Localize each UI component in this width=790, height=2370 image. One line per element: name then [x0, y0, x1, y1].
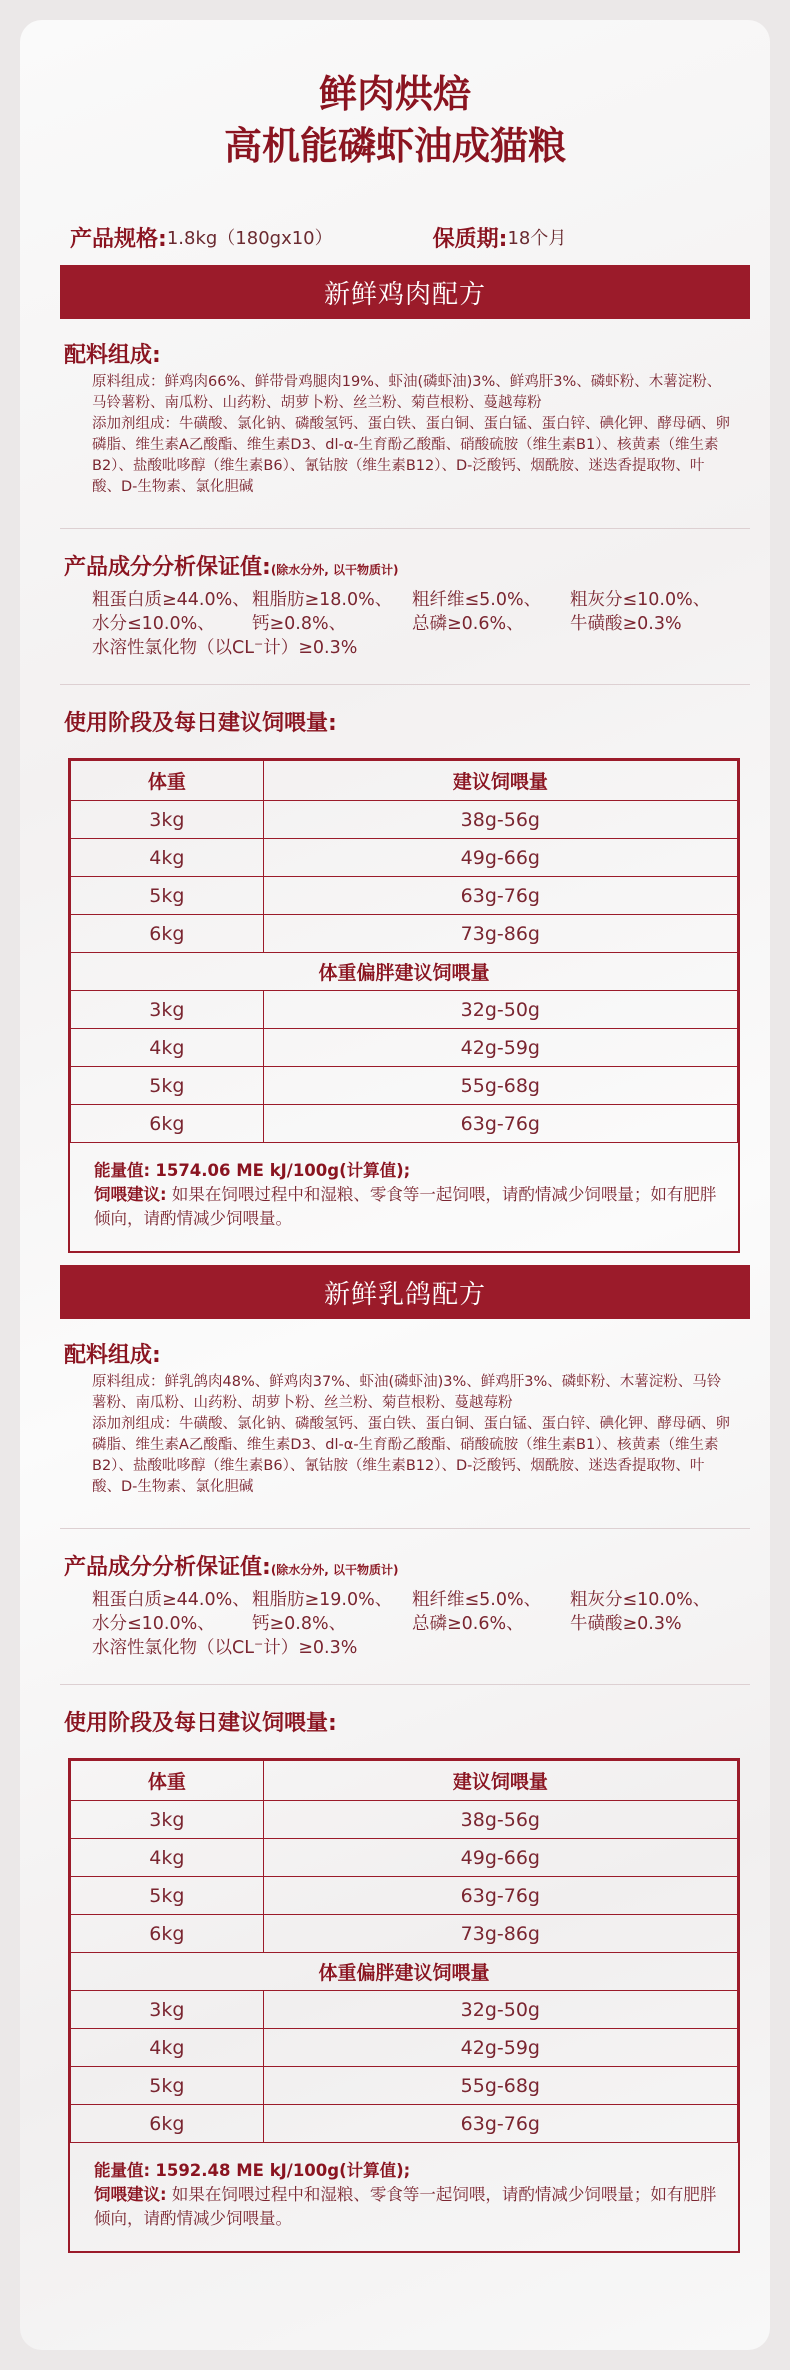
weight-cell: 5kg	[71, 1067, 264, 1105]
table-subheader-row	[71, 1953, 738, 1991]
analysis-value: 总磷≥0.6%、	[412, 614, 524, 634]
raw-ingredients: 原料组成：鲜鸡肉66%、鲜带骨鸡腿肉19%、虾油(磷虾油)3%、鲜鸡肝3%、磷虾粉、木薯淀粉、马铃薯粉、南瓜粉、山药粉、胡萝卜粉、丝兰粉、菊苣根粉、蔓越莓粉	[92, 374, 722, 411]
analysis-heading-text: 产品成分分析保证值:	[64, 555, 271, 580]
divider	[60, 1528, 750, 1529]
weight-cell: 4kg	[71, 1839, 264, 1877]
table-row	[71, 1991, 738, 2029]
table-row	[71, 1877, 738, 1915]
advice-text: 如果在饲喂过程中和湿粮、零食等一起饲喂，请酌情减少饲喂量；如有肥胖倾向，请酌情减少饲喂量。	[94, 2185, 717, 2228]
analysis-value: 粗纤维≤5.0%、	[412, 590, 542, 610]
size-label: 产品规格:	[70, 226, 167, 252]
feeding-table	[70, 1760, 738, 2143]
table-row	[71, 991, 738, 1029]
weight-cell: 4kg	[71, 839, 264, 877]
amount-cell: 38g-56g	[263, 801, 737, 839]
analysis-value: 钙≥0.8%、	[252, 1614, 347, 1634]
table-row	[71, 1839, 738, 1877]
weight-cell: 3kg	[71, 801, 264, 839]
weight-cell: 3kg	[71, 1991, 264, 2029]
table-row	[71, 2105, 738, 2143]
table-row	[71, 1067, 738, 1105]
analysis-value: 牛磺酸≥0.3%	[570, 1614, 682, 1634]
analysis-value: 总磷≥0.6%、	[412, 1614, 524, 1634]
analysis-value: 水溶性氯化物（以CL⁻计）≥0.3%	[92, 1638, 358, 1658]
header-amount: 建议饲喂量	[263, 1761, 737, 1801]
product-card	[20, 20, 770, 2350]
divider	[60, 684, 750, 685]
amount-cell: 49g-66g	[263, 1839, 737, 1877]
divider	[60, 1684, 750, 1685]
analysis-value: 粗灰分≤10.0%、	[570, 1590, 711, 1610]
formula-band-pigeon: 新鲜乳鸽配方	[60, 1265, 750, 1319]
analysis-heading	[64, 550, 399, 581]
analysis-values	[92, 1588, 752, 1660]
table-row	[71, 1029, 738, 1067]
amount-cell: 55g-68g	[263, 1067, 737, 1105]
header-weight: 体重	[71, 1761, 264, 1801]
analysis-value: 水分≤10.0%、	[92, 614, 215, 634]
table-row	[71, 877, 738, 915]
divider	[60, 528, 750, 529]
weight-cell: 4kg	[71, 2029, 264, 2067]
analysis-heading	[64, 1550, 399, 1581]
shelf-life-label: 保质期:	[432, 226, 508, 252]
amount-cell: 42g-59g	[263, 2029, 737, 2067]
energy-label: 能量值:	[94, 1161, 151, 1180]
amount-cell: 32g-50g	[263, 1991, 737, 2029]
analysis-note: (除水分外, 以干物质计)	[270, 1563, 399, 1577]
table-header-row	[71, 761, 738, 801]
analysis-value: 粗脂肪≥18.0%、	[252, 590, 393, 610]
weight-cell: 5kg	[71, 877, 264, 915]
analysis-value: 钙≥0.8%、	[252, 614, 347, 634]
feeding-table	[70, 760, 738, 1143]
feeding-note	[70, 1143, 738, 1251]
weight-cell: 3kg	[71, 1801, 264, 1839]
amount-cell: 38g-56g	[263, 1801, 737, 1839]
analysis-value: 粗灰分≤10.0%、	[570, 590, 711, 610]
ingredients-text	[92, 372, 732, 498]
raw-ingredients: 原料组成：鲜乳鸽肉48%、鲜鸡肉37%、虾油(磷虾油)3%、鲜鸡肝3%、磷虾粉、木薯淀粉、马铃薯粉、南瓜粉、山药粉、胡萝卜粉、丝兰粉、菊苣根粉、蔓越莓粉	[92, 1374, 722, 1411]
feeding-note	[70, 2143, 738, 2251]
ingredients-heading: 配料组成:	[64, 343, 161, 368]
analysis-value: 粗蛋白质≥44.0%、	[92, 1590, 250, 1610]
analysis-value: 水溶性氯化物（以CL⁻计）≥0.3%	[92, 638, 358, 658]
title-line-2: 高机能磷虾油成猫粮	[223, 124, 566, 168]
ingredients-text	[92, 1372, 732, 1498]
weight-cell: 6kg	[71, 1105, 264, 1143]
overweight-heading: 体重偏胖建议饲喂量	[71, 953, 738, 991]
table-row	[71, 1105, 738, 1143]
amount-cell: 32g-50g	[263, 991, 737, 1029]
table-row	[71, 2029, 738, 2067]
feeding-heading: 使用阶段及每日建议饲喂量:	[64, 711, 337, 736]
feeding-heading: 使用阶段及每日建议饲喂量:	[64, 1711, 337, 1736]
formula-band-chicken: 新鲜鸡肉配方	[60, 265, 750, 319]
ingredients-heading: 配料组成:	[64, 1343, 161, 1368]
amount-cell: 55g-68g	[263, 2067, 737, 2105]
header-amount: 建议饲喂量	[263, 761, 737, 801]
analysis-value: 牛磺酸≥0.3%	[570, 614, 682, 634]
weight-cell: 3kg	[71, 991, 264, 1029]
analysis-value: 水分≤10.0%、	[92, 1614, 215, 1634]
table-row	[71, 915, 738, 953]
energy-value: 1592.48 ME kJ/100g(计算值);	[155, 2161, 411, 2180]
spec-row	[70, 220, 730, 254]
weight-cell: 5kg	[71, 2067, 264, 2105]
additives: 添加剂组成：牛磺酸、氯化钠、磷酸氢钙、蛋白铁、蛋白铜、蛋白锰、蛋白锌、碘化钾、酵母硒、卵磷脂、维生素A乙酸酯、维生素D3、dl-α-生育酚乙酸酯、硝酸硫胺（维生素B1）、核黄素（维生素B2）、盐酸吡哆醇（维生素B6）、氰钴胺（维生素B12）、D-泛酸钙、烟酰胺、迷迭香提取物、叶酸、D-生物素、氯化胆碱	[92, 1416, 730, 1495]
table-row	[71, 1915, 738, 1953]
table-row	[71, 839, 738, 877]
energy-value: 1574.06 ME kJ/100g(计算值);	[155, 1161, 411, 1180]
weight-cell: 6kg	[71, 1915, 264, 1953]
analysis-value: 粗脂肪≥19.0%、	[252, 1590, 393, 1610]
amount-cell: 73g-86g	[263, 1915, 737, 1953]
weight-cell: 6kg	[71, 915, 264, 953]
table-row	[71, 1801, 738, 1839]
additives: 添加剂组成：牛磺酸、氯化钠、磷酸氢钙、蛋白铁、蛋白铜、蛋白锰、蛋白锌、碘化钾、酵母硒、卵磷脂、维生素A乙酸酯、维生素D3、dl-α-生育酚乙酸酯、硝酸硫胺（维生素B1）、核黄素（维生素B2）、盐酸吡哆醇（维生素B6）、氰钴胺（维生素B12）、D-泛酸钙、烟酰胺、迷迭香提取物、叶酸、D-生物素、氯化胆碱	[92, 416, 730, 495]
table-header-row	[71, 1761, 738, 1801]
amount-cell: 63g-76g	[263, 1877, 737, 1915]
amount-cell: 42g-59g	[263, 1029, 737, 1067]
shelf-life-value: 18个月	[507, 228, 567, 249]
advice-text: 如果在饲喂过程中和湿粮、零食等一起饲喂，请酌情减少饲喂量；如有肥胖倾向，请酌情减少饲喂量。	[94, 1185, 717, 1228]
amount-cell: 63g-76g	[263, 1105, 737, 1143]
analysis-note: (除水分外, 以干物质计)	[270, 563, 399, 577]
size-value: 1.8kg（180gx10）	[166, 228, 333, 249]
weight-cell: 4kg	[71, 1029, 264, 1067]
title-line-1: 鲜肉烘焙	[318, 72, 471, 116]
amount-cell: 73g-86g	[263, 915, 737, 953]
header-weight: 体重	[71, 761, 264, 801]
page-title	[20, 68, 770, 172]
weight-cell: 6kg	[71, 2105, 264, 2143]
advice-label: 饲喂建议:	[94, 1185, 167, 1204]
table-subheader-row	[71, 953, 738, 991]
energy-label: 能量值:	[94, 2161, 151, 2180]
analysis-heading-text: 产品成分分析保证值:	[64, 1555, 271, 1580]
feeding-table-box	[68, 1758, 740, 2253]
overweight-heading: 体重偏胖建议饲喂量	[71, 1953, 738, 1991]
amount-cell: 63g-76g	[263, 2105, 737, 2143]
analysis-values	[92, 588, 752, 660]
feeding-table-box	[68, 758, 740, 1253]
analysis-value: 粗蛋白质≥44.0%、	[92, 590, 250, 610]
table-row	[71, 2067, 738, 2105]
analysis-value: 粗纤维≤5.0%、	[412, 1590, 542, 1610]
advice-label: 饲喂建议:	[94, 2185, 167, 2204]
amount-cell: 49g-66g	[263, 839, 737, 877]
amount-cell: 63g-76g	[263, 877, 737, 915]
weight-cell: 5kg	[71, 1877, 264, 1915]
table-row	[71, 801, 738, 839]
